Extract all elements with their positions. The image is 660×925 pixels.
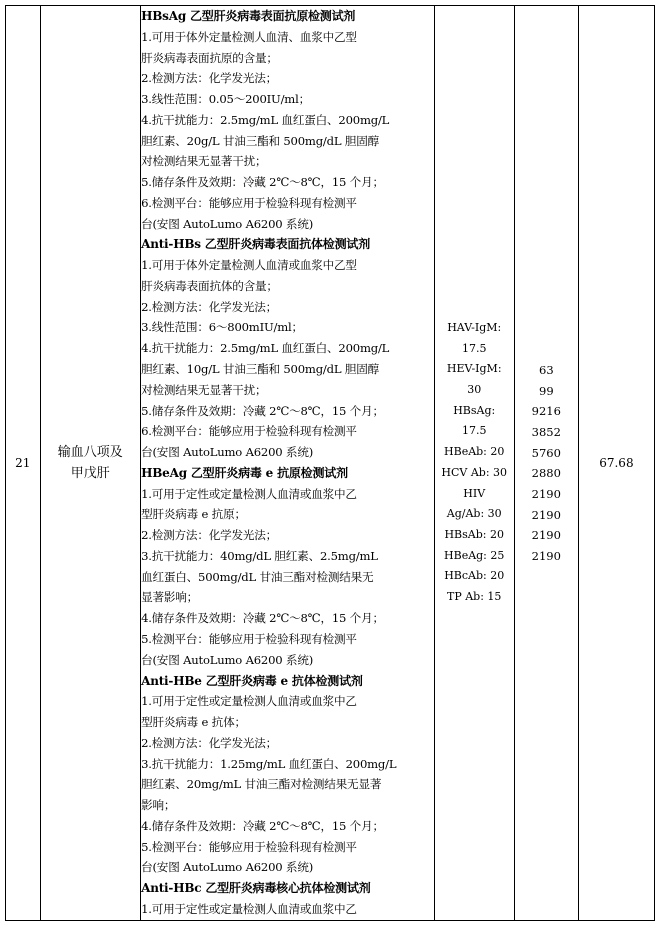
description-line: 2.检测方法：化学发光法； bbox=[141, 528, 278, 543]
concentration-line: HAV-IgM: bbox=[447, 320, 502, 334]
description-line: 胆红素、20g/L 甘油三酯和 500mg/dL 胆固醇 bbox=[141, 133, 380, 148]
quantity-line: 2190 bbox=[531, 507, 561, 522]
quantity-line: 63 bbox=[539, 362, 554, 377]
description-line: 1.可用于定性或定量检测人血清或血浆中乙 bbox=[141, 486, 357, 501]
concentration-line: HBsAb: 20 bbox=[444, 527, 504, 541]
description-line: 2.检测方法：化学发光法； bbox=[141, 299, 278, 314]
concentration-line: HBeAg: 25 bbox=[444, 548, 505, 562]
description-line: 5.检测平台：能够应用于检验科现有检测平 bbox=[141, 839, 357, 854]
reagent-title: Anti-HBs 乙型肝炎病毒表面抗体检测试剂 bbox=[141, 237, 371, 252]
description-line: 影响； bbox=[141, 798, 176, 813]
concentration-line: 17.5 bbox=[461, 341, 487, 355]
description-line: 6.检测平台：能够应用于检验科现有检测平 bbox=[141, 195, 357, 210]
description-line: 1.可用于体外定量检测人血清、血浆中乙型 bbox=[141, 29, 357, 44]
description-line: 5.储存条件及效期：冷藏 2℃～8℃，15 个月； bbox=[141, 403, 384, 418]
quantity-line: 9216 bbox=[531, 404, 561, 419]
concentration-line: HCV Ab: 30 bbox=[441, 465, 508, 479]
description-line: 显著影响； bbox=[141, 590, 199, 605]
quantity-line: 99 bbox=[539, 383, 554, 398]
quantity-line: 3852 bbox=[531, 424, 561, 439]
item-name bbox=[40, 6, 141, 921]
description-line: 对检测结果无显著干扰； bbox=[141, 154, 267, 169]
quantity-line: 2880 bbox=[531, 466, 561, 481]
description-line: 6.检测平台：能够应用于检验科现有检测平 bbox=[141, 424, 357, 439]
description-line: 4.储存条件及效期：冷藏 2℃～8℃，15 个月； bbox=[141, 818, 384, 833]
quantity-cell bbox=[514, 6, 578, 921]
description-line: 4.抗干扰能力：2.5mg/mL 血红蛋白、200mg/L bbox=[141, 112, 390, 127]
concentration-line: HBeAb: 20 bbox=[444, 445, 505, 459]
description-line: 2.检测方法：化学发光法； bbox=[141, 735, 278, 750]
description-line: 3.线性范围：6～800mIU/ml； bbox=[141, 320, 303, 335]
quantity-line: 2190 bbox=[531, 549, 561, 564]
description-line: 台(安图 AutoLumo A6200 系统) bbox=[141, 860, 314, 875]
description-line: 血红蛋白、500mg/dL 甘油三酯对检测结果无 bbox=[141, 569, 374, 584]
description-line: 5.检测平台：能够应用于检验科现有检测平 bbox=[141, 631, 357, 646]
concentration-line: HBsAg: bbox=[453, 403, 496, 417]
concentration-line: Ag/Ab: 30 bbox=[446, 507, 502, 521]
description-line: 型肝炎病毒 e 抗原； bbox=[141, 507, 246, 522]
description-line: 1.可用于定性或定量检测人血清或血浆中乙 bbox=[141, 694, 357, 709]
description-line: 3.抗干扰能力：1.25mg/mL 血红蛋白、200mg/L bbox=[141, 756, 397, 771]
description-cell bbox=[141, 6, 435, 921]
item-name-line: 甲戊肝 bbox=[70, 465, 110, 481]
description-line: 胆红素、10g/L 甘油三酯和 500mg/dL 胆固醇 bbox=[141, 362, 380, 377]
quantity-line: 2190 bbox=[531, 528, 561, 543]
concentration-line: 17.5 bbox=[461, 424, 487, 438]
concentration-cell bbox=[434, 6, 514, 921]
table-row bbox=[6, 6, 655, 921]
concentration-line: HIV bbox=[463, 486, 486, 500]
quantity-line: 2190 bbox=[531, 487, 561, 502]
description-line: 肝炎病毒表面抗原的含量； bbox=[141, 50, 278, 65]
description-line: 4.抗干扰能力：2.5mg/mL 血红蛋白、200mg/L bbox=[141, 341, 390, 356]
concentration-line: HEV-IgM: bbox=[446, 362, 502, 376]
quantity-list bbox=[515, 359, 578, 567]
description-line: 3.线性范围：0.05～200IU/ml； bbox=[141, 92, 310, 107]
price-cell: 67.68 bbox=[578, 6, 654, 921]
description-line: 1.可用于体外定量检测人血清或血浆中乙型 bbox=[141, 258, 357, 273]
description-line: 4.储存条件及效期：冷藏 2℃～8℃，15 个月； bbox=[141, 611, 384, 626]
reagent-title: HBsAg 乙型肝炎病毒表面抗原检测试剂 bbox=[141, 9, 356, 23]
description-line: 对检测结果无显著干扰； bbox=[141, 382, 267, 397]
description-line: 5.储存条件及效期：冷藏 2℃～8℃，15 个月； bbox=[141, 175, 384, 190]
description-line: 3.抗干扰能力：40mg/dL 胆红素、2.5mg/mL bbox=[141, 548, 378, 563]
description-line: 台(安图 AutoLumo A6200 系统) bbox=[141, 445, 314, 460]
description-line: 2.检测方法：化学发光法； bbox=[141, 71, 278, 86]
description-line: 台(安图 AutoLumo A6200 系统) bbox=[141, 216, 314, 231]
description-list bbox=[141, 6, 434, 920]
concentration-line: 30 bbox=[467, 383, 482, 397]
row-number: 21 bbox=[6, 6, 41, 921]
spec-table bbox=[5, 5, 655, 921]
description-line: 肝炎病毒表面抗体的含量； bbox=[141, 278, 278, 293]
reagent-title: Anti-HBc 乙型肝炎病毒核心抗体检测试剂 bbox=[141, 881, 371, 896]
description-line: 胆红素、20mg/mL 甘油三酯对检测结果无显著 bbox=[141, 777, 382, 792]
concentration-line: HBcAb: 20 bbox=[444, 569, 505, 583]
item-name-line: 输血八项及 bbox=[57, 444, 123, 460]
description-line: 1.可用于定性或定量检测人血清或血浆中乙 bbox=[141, 901, 357, 916]
concentration-list bbox=[435, 318, 514, 608]
concentration-line: TP Ab: 15 bbox=[447, 590, 502, 604]
reagent-title: HBeAg 乙型肝炎病毒 e 抗原检测试剂 bbox=[141, 465, 348, 480]
quantity-line: 5760 bbox=[531, 445, 561, 460]
description-line: 台(安图 AutoLumo A6200 系统) bbox=[141, 652, 314, 667]
description-line: 型肝炎病毒 e 抗体； bbox=[141, 715, 246, 730]
reagent-title: Anti-HBe 乙型肝炎病毒 e 抗体检测试剂 bbox=[141, 673, 363, 688]
